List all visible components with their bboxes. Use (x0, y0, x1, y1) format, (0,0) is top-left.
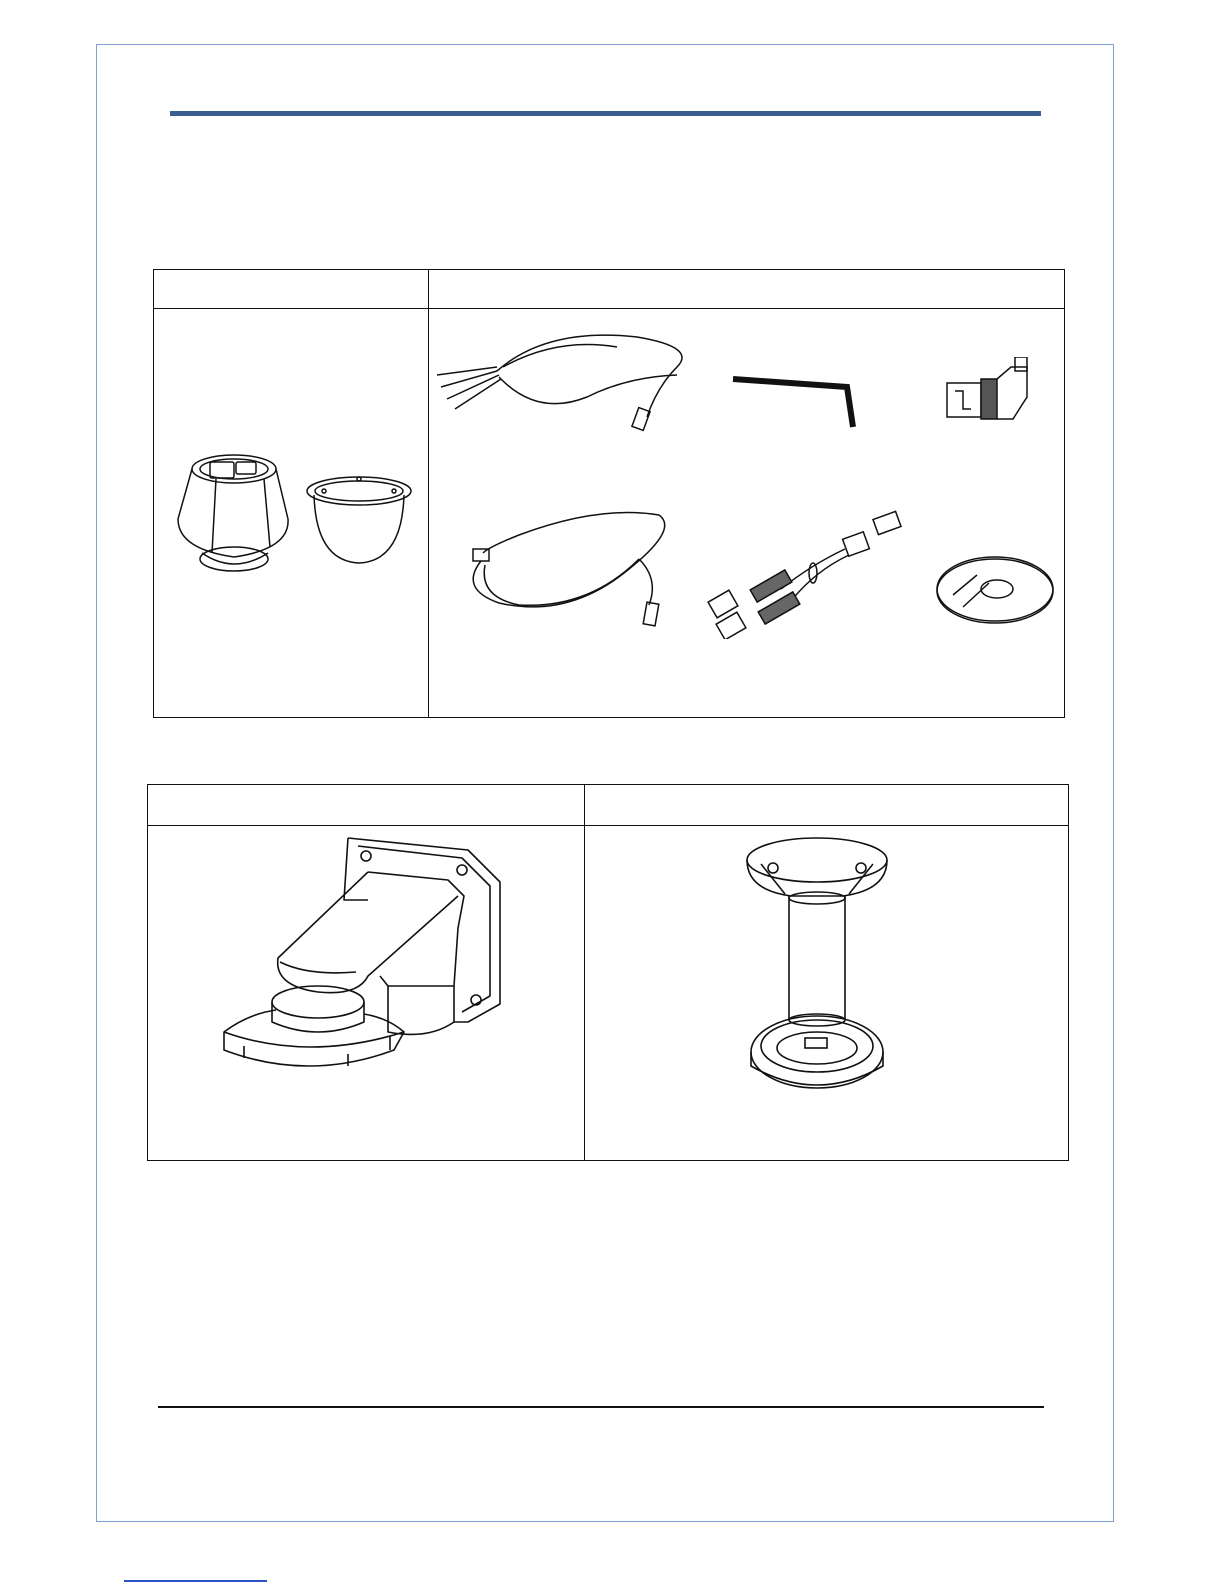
power-io-cable-icon (437, 327, 697, 437)
standard-package-table (153, 269, 1065, 718)
optional-col2-header (585, 785, 1069, 826)
wall-mount-bracket-icon (218, 836, 508, 1086)
bnc-connector-icon (941, 357, 1033, 423)
cd-disc-icon (933, 553, 1057, 629)
pendant-mount-bracket-icon (741, 834, 893, 1098)
header-rule (170, 111, 1041, 116)
dome-cover-icon (304, 469, 414, 569)
optional-col1-header (148, 785, 585, 826)
wall-mount-cell (148, 826, 585, 1161)
accessories-cell (429, 309, 1065, 718)
y-video-cable-icon (701, 509, 913, 639)
optional-bracket-table (147, 784, 1069, 1161)
standard-col1-header (154, 270, 429, 309)
camera-module-icon (172, 449, 294, 579)
l-wrench-icon (729, 371, 864, 431)
link-underline (124, 1580, 267, 1582)
camera-cell (154, 309, 429, 718)
footer-rule (158, 1406, 1044, 1408)
standard-col2-header (429, 270, 1065, 309)
network-cable-icon (459, 509, 679, 629)
page-border (96, 44, 1114, 1522)
pendant-mount-cell (585, 826, 1069, 1161)
